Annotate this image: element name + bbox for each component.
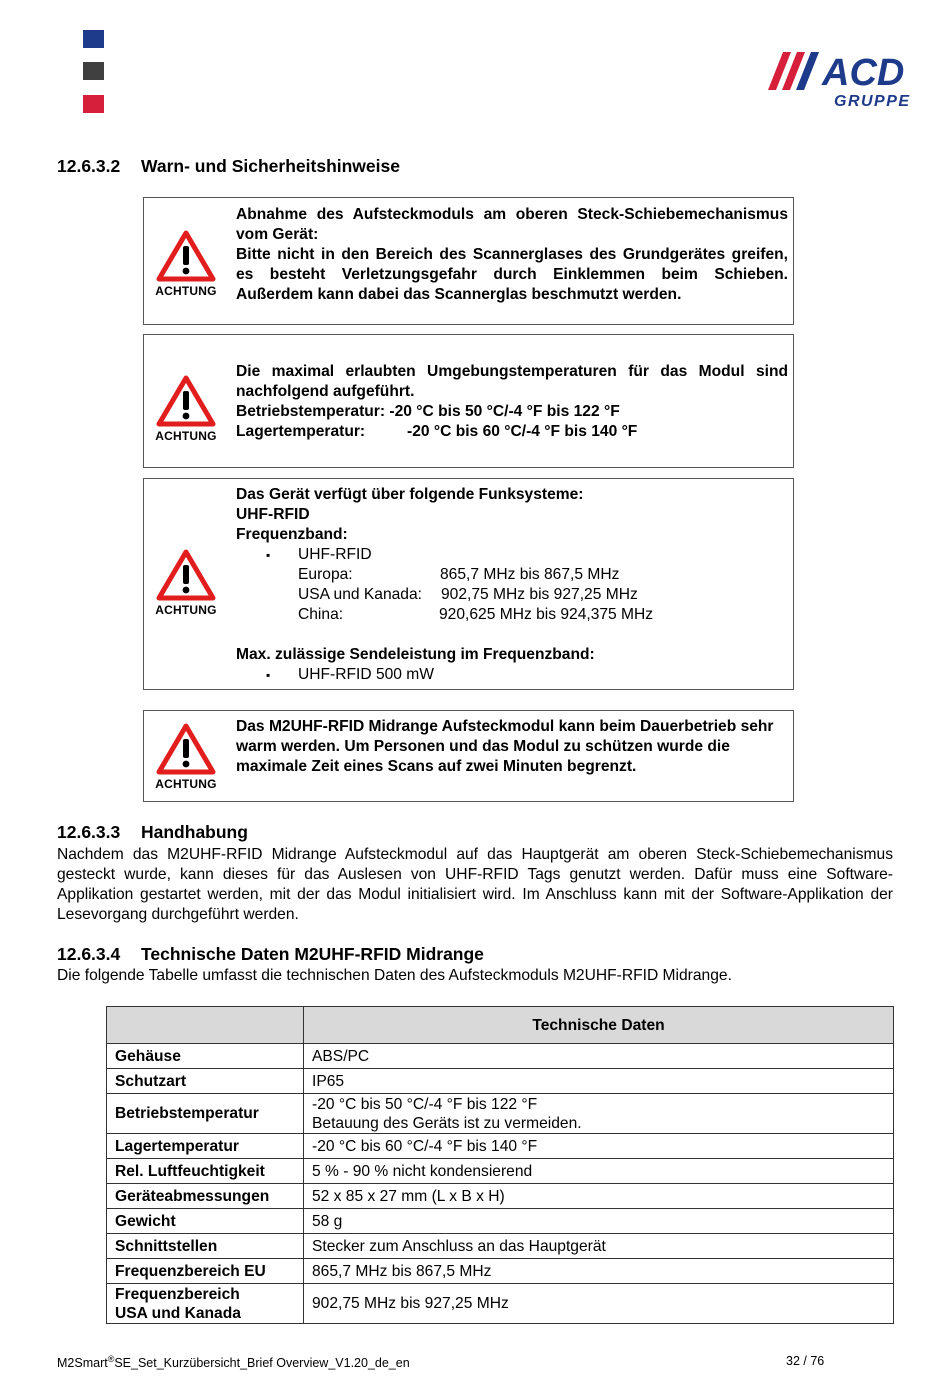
table-row: Rel. Luftfeuchtigkeit 5 % - 90 % nicht kondensierend [107, 1159, 894, 1184]
box3-bullet-power: ▪ UHF-RFID 500 mW [236, 665, 796, 685]
warning-sign [154, 230, 218, 298]
table-header-row [107, 1007, 894, 1044]
brand-square-gray [83, 62, 104, 80]
warning-label: ACHTUNG [155, 284, 217, 298]
section-title: Warn- und Sicherheitshinweise [141, 156, 400, 176]
table-header: Technische Daten [304, 1007, 894, 1044]
table-row: Lagertemperatur -20 °C bis 60 °C/-4 °F bis 140 °F [107, 1134, 894, 1159]
table-row: Schnittstellen Stecker zum Anschluss an das Hauptgerät [107, 1234, 894, 1259]
table-row: Gewicht 58 g [107, 1209, 894, 1234]
logo-text-acd: ACD [822, 52, 905, 94]
box1-text: Bitte nicht in den Bereich des Scannerglases des Grundgerätes greifen, es besteht Verletzungsgefahr durch Einklemmen beim Schieben. Außerdem kann dabei das Scannerglas beschmutzt werden. [236, 246, 788, 303]
brand-square-blue [83, 30, 104, 48]
warning-triangle-icon [156, 375, 216, 427]
box3-line2: UHF-RFID [236, 506, 310, 523]
warning-sign [154, 375, 218, 443]
box3-line3: Frequenzband: [236, 526, 348, 543]
section-number: 12.6.3.3 [57, 822, 121, 842]
box2-storage-temp: Lagertemperatur: -20 °C bis 60 °C/-4 °F bis 140 °F [236, 423, 638, 440]
box2-operating-temp: Betriebstemperatur: -20 °C bis 50 °C/-4 °F bis 122 °F [236, 403, 620, 420]
brand-square-red [83, 95, 104, 113]
freq-row-europe: Europa: 865,7 MHz bis 867,5 MHz [298, 566, 620, 583]
section-heading-handling [57, 822, 248, 843]
warning-sign [154, 723, 218, 791]
handling-paragraph: Nachdem das M2UHF-RFID Midrange Aufsteckmodul auf das Hauptgerät am oberen Steck-Schiebemechanismus gesteckt wurde, kann dieses für das Auslesen von UHF-RFID Tags genutzt werden. Dafür muss eine Software-Applikation gestartet werden, mit der das Modul initialisiert wird. Im Anschluss kann mit der Software-Applikation der Lesevorgang durchgeführt werden. [57, 846, 893, 923]
section-number: 12.6.3.4 [57, 944, 121, 964]
warning-box-removal [143, 197, 794, 325]
tech-intro: Die folgende Tabelle umfasst die technischen Daten des Aufsteckmoduls M2UHF-RFID Midrange. [57, 967, 732, 984]
box4-text: Das M2UHF-RFID Midrange Aufsteckmodul kann beim Dauerbetrieb sehr warm werden. Um Personen und das Modul zu schützen wurde die maximale Zeit eines Scans auf zwei Minuten begrenzt. [236, 718, 774, 775]
box2-intro: Die maximal erlaubten Umgebungstemperaturen für das Modul sind nachfolgend aufgeführt. [236, 363, 788, 400]
section-number: 12.6.3.2 [57, 156, 121, 176]
warning-label: ACHTUNG [155, 429, 217, 443]
box1-heading: Abnahme des Aufsteckmoduls am oberen Steck-Schiebemechanismus vom Gerät: [236, 206, 788, 243]
warning-box-radio [143, 478, 794, 690]
section-title: Handhabung [141, 822, 248, 842]
table-row: Schutzart IP65 [107, 1069, 894, 1094]
logo-text-gruppe: GRUPPE [834, 93, 911, 110]
warning-triangle-icon [156, 723, 216, 775]
warning-box-heat [143, 710, 794, 802]
warning-label: ACHTUNG [155, 603, 217, 617]
box3-line1: Das Gerät verfügt über folgende Funksysteme: [236, 486, 584, 503]
warning-box-temperature [143, 334, 794, 468]
table-header-empty [107, 1007, 304, 1044]
table-row: Gehäuse ABS/PC [107, 1044, 894, 1069]
table-row: Frequenzbereich USA und Kanada 902,75 MHz bis 927,25 MHz [107, 1284, 894, 1324]
section-heading-tech-data [57, 944, 484, 965]
footer-document-name: M2Smart®SE_Set_Kurzübersicht_Brief Overview_V1.20_de_en [57, 1354, 410, 1371]
freq-row-china: China: 920,625 MHz bis 924,375 MHz [298, 606, 654, 623]
freq-row-usa: USA und Kanada: 902,75 MHz bis 927,25 MHz [298, 586, 638, 603]
table-row: Geräteabmessungen 52 x 85 x 27 mm (L x B x H) [107, 1184, 894, 1209]
table-row: Betriebstemperatur -20 °C bis 50 °C/-4 °F bis 122 °F Betauung des Geräts ist zu vermeiden. [107, 1094, 894, 1134]
warning-label: ACHTUNG [155, 777, 217, 791]
footer-page-number: 32 / 76 [786, 1354, 825, 1368]
section-heading-warnings [57, 156, 400, 177]
warning-sign [154, 549, 218, 617]
section-title: Technische Daten M2UHF-RFID Midrange [141, 944, 484, 964]
warning-triangle-icon [156, 230, 216, 282]
tech-data-table [106, 1006, 894, 1324]
table-row: Frequenzbereich EU 865,7 MHz bis 867,5 MHz [107, 1259, 894, 1284]
warning-triangle-icon [156, 549, 216, 601]
box3-power-title: Max. zulässige Sendeleistung im Frequenzband: [236, 646, 595, 663]
box3-bullet-uhf: ▪ UHF-RFID [236, 545, 796, 565]
acd-gruppe-logo [764, 48, 924, 112]
